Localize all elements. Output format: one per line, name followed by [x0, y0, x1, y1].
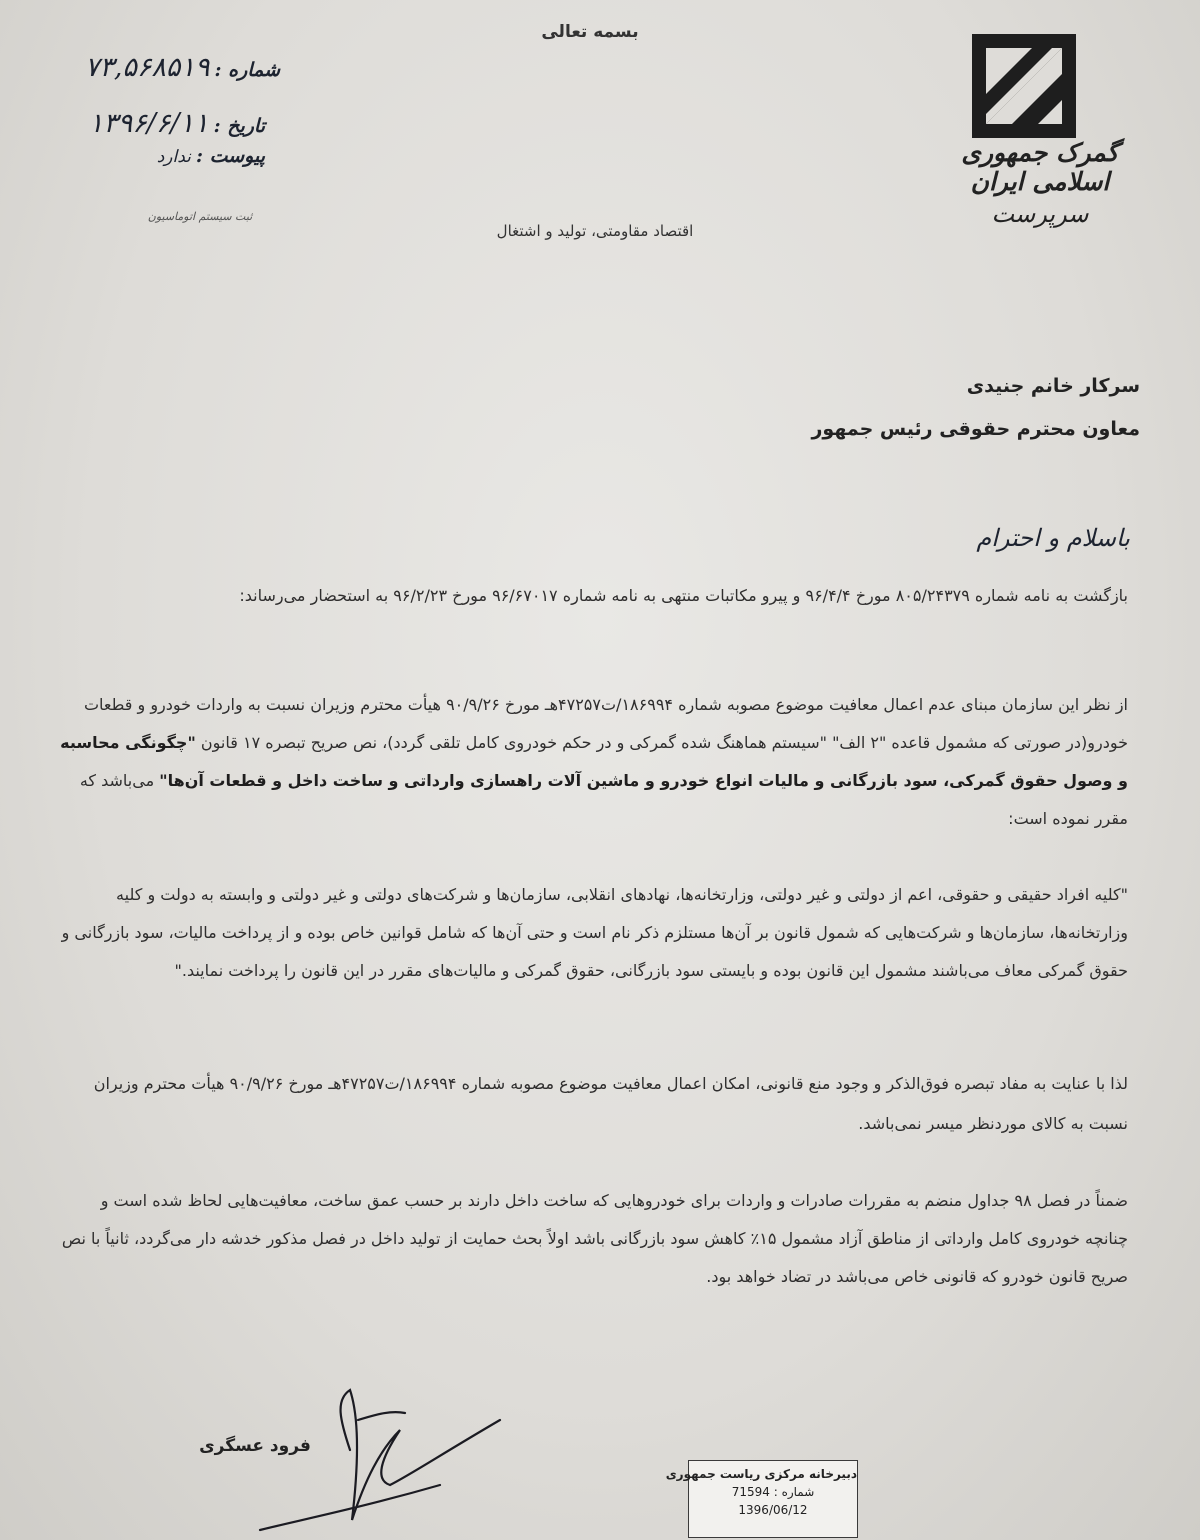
attachment-label: پیوست :	[195, 145, 265, 167]
paragraph-legal-basis	[60, 686, 1128, 838]
organization-name: گمرک جمهوری اسلامی ایران	[961, 138, 1119, 196]
attachment-value: ندارد	[156, 147, 191, 167]
recipient-title: معاون محترم حقوقی رئیس جمهور	[811, 418, 1140, 440]
law-quote: "کلیه افراد حقیقی و حقوقی، اعم از دولتی و غیر دولتی، وزارتخانه‌ها، نهادهای انقلابی، سازمان‌ها و شرکت‌های دولتی و غیر دولتی و وابسته به دولت و کلیه وزارتخانه‌ها، سازمان‌ها و شرکت‌هایی که شمول قانون بر آن‌ها مستلزم ذکر نام است و حتی آن‌ها که شامل قوانین خاص بوده و از پرداخت مالیات، سود بازرگانی و حقوق گمرکی معاف می‌باشند مشمول این قانون بوده و بایستی سود بازرگانی، حقوق گمرکی و مالیات‌های مقرر در این قانون را پرداخت نمایند."	[61, 885, 1128, 980]
paragraph-conclusion: لذا با عنایت به مفاد تبصره فوق‌الذکر و وجود منع قانونی، امکان اعمال معافیت موضوع مصوبه شماره ۱۸۶۹۹۴/ت۴۷۲۵۷هـ مورخ ۹۰/۹/۲۶ هیأت محترم وزیران نسبت به کالای موردنظر میسر نمی‌باشد.	[93, 1074, 1128, 1133]
salutation: باسلام و احترام	[976, 524, 1130, 552]
receipt-stamp-title: دبیرخانه مرکزی ریاست جمهوری	[665, 1467, 857, 1481]
meta-attachment	[120, 145, 265, 167]
customs-logo-icon	[968, 30, 1080, 142]
meta-date	[30, 108, 265, 139]
paragraph-legal-basis-end: می‌باشد که مقرر نموده است:	[79, 771, 1128, 828]
number-label: شماره :	[214, 59, 280, 81]
receipt-stamp	[665, 1460, 858, 1538]
receipt-stamp-number: شماره : 71594	[731, 1485, 815, 1499]
date-value: ۱۳۹۶/۶/۱۱	[88, 108, 209, 139]
department-name: سرپرست	[991, 200, 1089, 228]
recipient-name: سرکار خانم جنیدی	[966, 375, 1140, 397]
bismillah-heading: بسمه تعالی	[541, 22, 639, 42]
paragraph-legal-basis-intro: از نظر این سازمان مبنای عدم اعمال معافیت موضوع مصوبه شماره ۱۸۶۹۹۴/ت۴۷۲۵۷هـ مورخ ۹۰/۹/۲۶ هیأت محترم وزیران نسبت به واردات خودرو و قطعات خودرو(در صورتی که مشمول قاعده "۲ الف" "سیستم هماهنگ شده گمرکی و در حکم خودروی کامل تلقی گردد)، نص صریح تبصره ۱۷ قانون	[83, 695, 1128, 752]
law-title: "چگونگی محاسبه و وصول حقوق گمرکی، سود بازرگانی و مالیات انواع خودرو و ماشین آلات راهسازی وارداتی و ساخت داخل و قطعات آن‌ها"	[60, 733, 1128, 790]
receipt-stamp-date: 1396/06/12	[738, 1503, 808, 1517]
date-label: تاریخ :	[213, 115, 265, 137]
paragraph-chapter-98: ضمناً در فصل ۹۸ جداول منضم به مقررات صادرات و واردات برای خودروهایی که ساخت داخل دارند بر حسب عمق ساخت، معافیت‌هایی لحاظ شده است و چنانچه خودروی کامل وارداتی از مناطق آزاد مشمول ۱۵٪ کاهش سود بازرگانی باشد اولاً بحث حمایت از تولید داخل در فصل مذکور خدشه دار می‌گردد، ثانیاً با نص صریح قانون خودرو که قانونی خاص می‌باشد در تضاد خواهد بود.	[61, 1191, 1128, 1286]
automation-note: ثبت سیستم اتوماسیون	[147, 210, 253, 223]
number-value: ۷۳,۵۶۸۵۱۹	[84, 52, 210, 83]
signatory-name: فرود عسگری	[199, 1436, 311, 1456]
meta-number	[30, 52, 280, 83]
paragraph-reference: بازگشت به نامه شماره ۸۰۵/۲۴۳۷۹ مورخ ۹۶/۴/۴ و پیرو مکاتبات منتهی به نامه شماره ۹۶/۶۷۰۱۷ مورخ ۹۶/۲/۲۳ به استحضار می‌رساند:	[239, 586, 1128, 605]
slogan-text: اقتصاد مقاومتی، تولید و اشتغال	[496, 222, 694, 240]
signature-scribble	[240, 1380, 510, 1540]
